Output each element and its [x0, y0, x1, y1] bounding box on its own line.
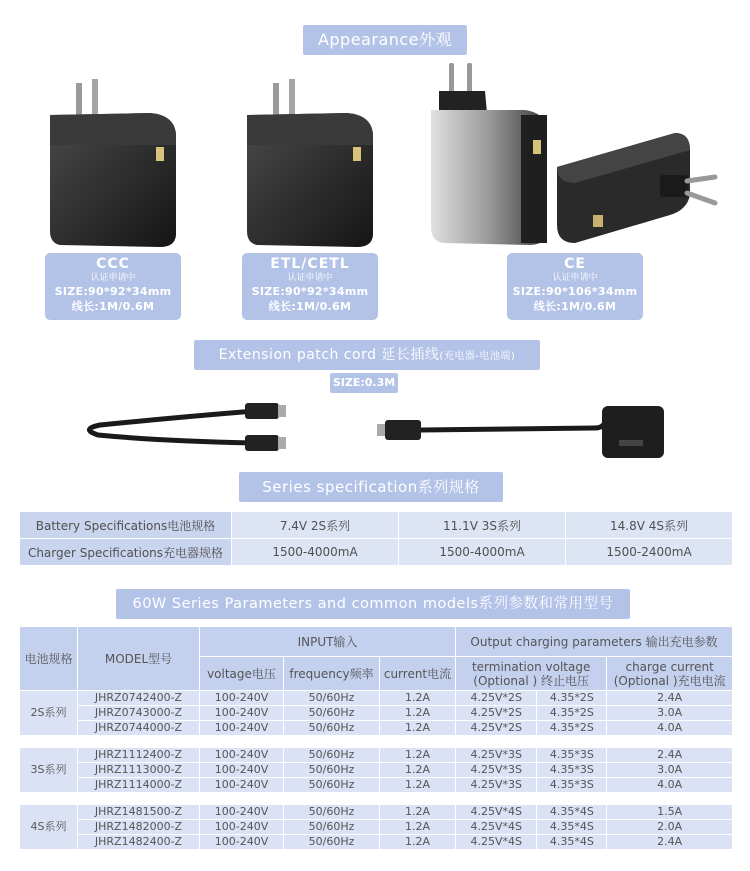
header-frequency: frequency频率 — [284, 657, 380, 691]
table-row — [20, 721, 733, 736]
spacer-cell — [20, 736, 733, 748]
header-charge-line1: charge current — [625, 659, 714, 674]
battery-spec-row — [20, 512, 733, 539]
header-charge — [607, 657, 733, 691]
battery-cord-image — [375, 402, 670, 462]
certification-status: 认证申请中 — [287, 273, 333, 283]
header-input: INPUT输入 — [200, 627, 456, 657]
voltage-cell: 100-240V — [200, 706, 284, 721]
termination-b-cell: 4.35*4S — [537, 805, 607, 820]
current-cell: 1.2A — [380, 835, 456, 850]
current-cell: 1.2A — [380, 763, 456, 778]
voltage-cell: 100-240V — [200, 763, 284, 778]
frequency-cell: 50/60Hz — [284, 706, 380, 721]
group-spacer — [20, 793, 733, 805]
voltage-cell: 100-240V — [200, 748, 284, 763]
product-size: SIZE:90*106*34mm — [512, 285, 638, 298]
voltage-cell: 100-240V — [200, 820, 284, 835]
termination-b-cell: 4.35*3S — [537, 778, 607, 793]
extension-heading — [194, 340, 540, 370]
termination-b-cell: 4.35*2S — [537, 706, 607, 721]
spec-cell: 7.4V 2S系列 — [232, 512, 399, 539]
params-heading: 60W Series Parameters and common models系列参数和常用型号 — [116, 589, 630, 619]
charger-ccc-image — [40, 75, 190, 250]
termination-b-cell: 4.35*4S — [537, 835, 607, 850]
spec-cell: 14.8V 4S系列 — [566, 512, 733, 539]
voltage-cell: 100-240V — [200, 721, 284, 736]
charge-current-cell: 4.0A — [607, 721, 733, 736]
charge-current-cell: 2.4A — [607, 835, 733, 850]
frequency-cell: 50/60Hz — [284, 805, 380, 820]
spec-cell: 11.1V 3S系列 — [399, 512, 566, 539]
table-row — [20, 706, 733, 721]
frequency-cell: 50/60Hz — [284, 763, 380, 778]
row-label: Charger Specifications充电器规格 — [20, 539, 232, 566]
model-cell: JHRZ0742400-Z — [78, 691, 200, 706]
table-row — [20, 748, 733, 763]
table-row — [20, 778, 733, 793]
frequency-cell: 50/60Hz — [284, 835, 380, 850]
header-voltage: voltage电压 — [200, 657, 284, 691]
certification-label: CE — [564, 256, 586, 272]
certification-label: CCC — [96, 256, 130, 272]
voltage-cell: 100-240V — [200, 778, 284, 793]
table-row — [20, 820, 733, 835]
voltage-cell: 100-240V — [200, 691, 284, 706]
charge-current-cell: 3.0A — [607, 763, 733, 778]
group-spacer — [20, 736, 733, 748]
current-cell: 1.2A — [380, 820, 456, 835]
header-output: Output charging parameters 输出充电参数 — [456, 627, 733, 657]
model-cell: JHRZ0743000-Z — [78, 706, 200, 721]
spec-cell: 1500-2400mA — [566, 539, 733, 566]
model-cell: JHRZ1114000-Z — [78, 778, 200, 793]
header-charge-line2: (Optional )充电电流 — [613, 673, 726, 688]
table-row — [20, 763, 733, 778]
product-size: SIZE:90*92*34mm — [251, 285, 369, 298]
series-group-label: 2S系列 — [20, 691, 78, 736]
frequency-cell: 50/60Hz — [284, 778, 380, 793]
voltage-cell: 100-240V — [200, 835, 284, 850]
termination-a-cell: 4.25V*4S — [456, 805, 537, 820]
cable-length: 线长:1M/0.6M — [71, 300, 155, 313]
current-cell: 1.2A — [380, 691, 456, 706]
product-card-ce — [507, 253, 643, 320]
table-row — [20, 835, 733, 850]
termination-b-cell: 4.35*2S — [537, 721, 607, 736]
params-table — [19, 626, 733, 850]
product-size: SIZE:90*92*34mm — [54, 285, 172, 298]
termination-b-cell: 4.35*3S — [537, 763, 607, 778]
voltage-cell: 100-240V — [200, 805, 284, 820]
charge-current-cell: 3.0A — [607, 706, 733, 721]
header-termination — [456, 657, 607, 691]
frequency-cell: 50/60Hz — [284, 721, 380, 736]
charger-ce-image — [425, 55, 725, 250]
termination-b-cell: 4.35*3S — [537, 748, 607, 763]
table-row — [20, 691, 733, 706]
model-cell: JHRZ1112400-Z — [78, 748, 200, 763]
appearance-heading: Appearance外观 — [303, 25, 467, 55]
spec-cell: 1500-4000mA — [232, 539, 399, 566]
product-card-etl — [242, 253, 378, 320]
termination-a-cell: 4.25V*3S — [456, 778, 537, 793]
series-group-label: 4S系列 — [20, 805, 78, 850]
table-row — [20, 805, 733, 820]
series-spec-heading: Series specification系列规格 — [239, 472, 503, 502]
frequency-cell: 50/60Hz — [284, 691, 380, 706]
certification-status: 认证申请中 — [552, 273, 598, 283]
model-cell: JHRZ1482400-Z — [78, 835, 200, 850]
model-cell: JHRZ1482000-Z — [78, 820, 200, 835]
charge-current-cell: 2.0A — [607, 820, 733, 835]
frequency-cell: 50/60Hz — [284, 748, 380, 763]
termination-a-cell: 4.25V*3S — [456, 763, 537, 778]
series-spec-table — [19, 511, 733, 566]
model-cell: JHRZ1113000-Z — [78, 763, 200, 778]
extension-size-badge: SIZE:0.3M — [330, 373, 398, 393]
charger-etl-image — [237, 75, 387, 250]
termination-a-cell: 4.25V*2S — [456, 691, 537, 706]
termination-b-cell: 4.35*4S — [537, 820, 607, 835]
termination-a-cell: 4.25V*4S — [456, 835, 537, 850]
charge-current-cell: 2.4A — [607, 748, 733, 763]
header-termination-line1: termination voltage — [471, 659, 591, 674]
current-cell: 1.2A — [380, 721, 456, 736]
current-cell: 1.2A — [380, 748, 456, 763]
header-model: MODEL型号 — [78, 627, 200, 691]
extension-title: Extension patch cord 延长插线 — [218, 347, 440, 363]
termination-a-cell: 4.25V*3S — [456, 748, 537, 763]
model-cell: JHRZ0744000-Z — [78, 721, 200, 736]
cable-length: 线长:1M/0.6M — [268, 300, 352, 313]
extension-subtitle: (充电器-电池端) — [439, 351, 516, 362]
current-cell: 1.2A — [380, 706, 456, 721]
termination-a-cell: 4.25V*4S — [456, 820, 537, 835]
termination-a-cell: 4.25V*2S — [456, 706, 537, 721]
header-battery: 电池规格 — [20, 627, 78, 691]
header-current: current电流 — [380, 657, 456, 691]
row-label: Battery Specifications电池规格 — [20, 512, 232, 539]
current-cell: 1.2A — [380, 778, 456, 793]
model-cell: JHRZ1481500-Z — [78, 805, 200, 820]
termination-b-cell: 4.35*2S — [537, 691, 607, 706]
charge-current-cell: 1.5A — [607, 805, 733, 820]
charger-spec-row — [20, 539, 733, 566]
extension-cord-image — [80, 395, 300, 465]
product-card-ccc — [45, 253, 181, 320]
cable-length: 线长:1M/0.6M — [533, 300, 617, 313]
spec-cell: 1500-4000mA — [399, 539, 566, 566]
certification-status: 认证申请中 — [90, 273, 136, 283]
spacer-cell — [20, 793, 733, 805]
charge-current-cell: 4.0A — [607, 778, 733, 793]
certification-label: ETL/CETL — [270, 256, 350, 272]
termination-a-cell: 4.25V*2S — [456, 721, 537, 736]
current-cell: 1.2A — [380, 805, 456, 820]
header-termination-line2: (Optional ) 终止电压 — [473, 673, 590, 688]
series-group-label: 3S系列 — [20, 748, 78, 793]
charge-current-cell: 2.4A — [607, 691, 733, 706]
frequency-cell: 50/60Hz — [284, 820, 380, 835]
